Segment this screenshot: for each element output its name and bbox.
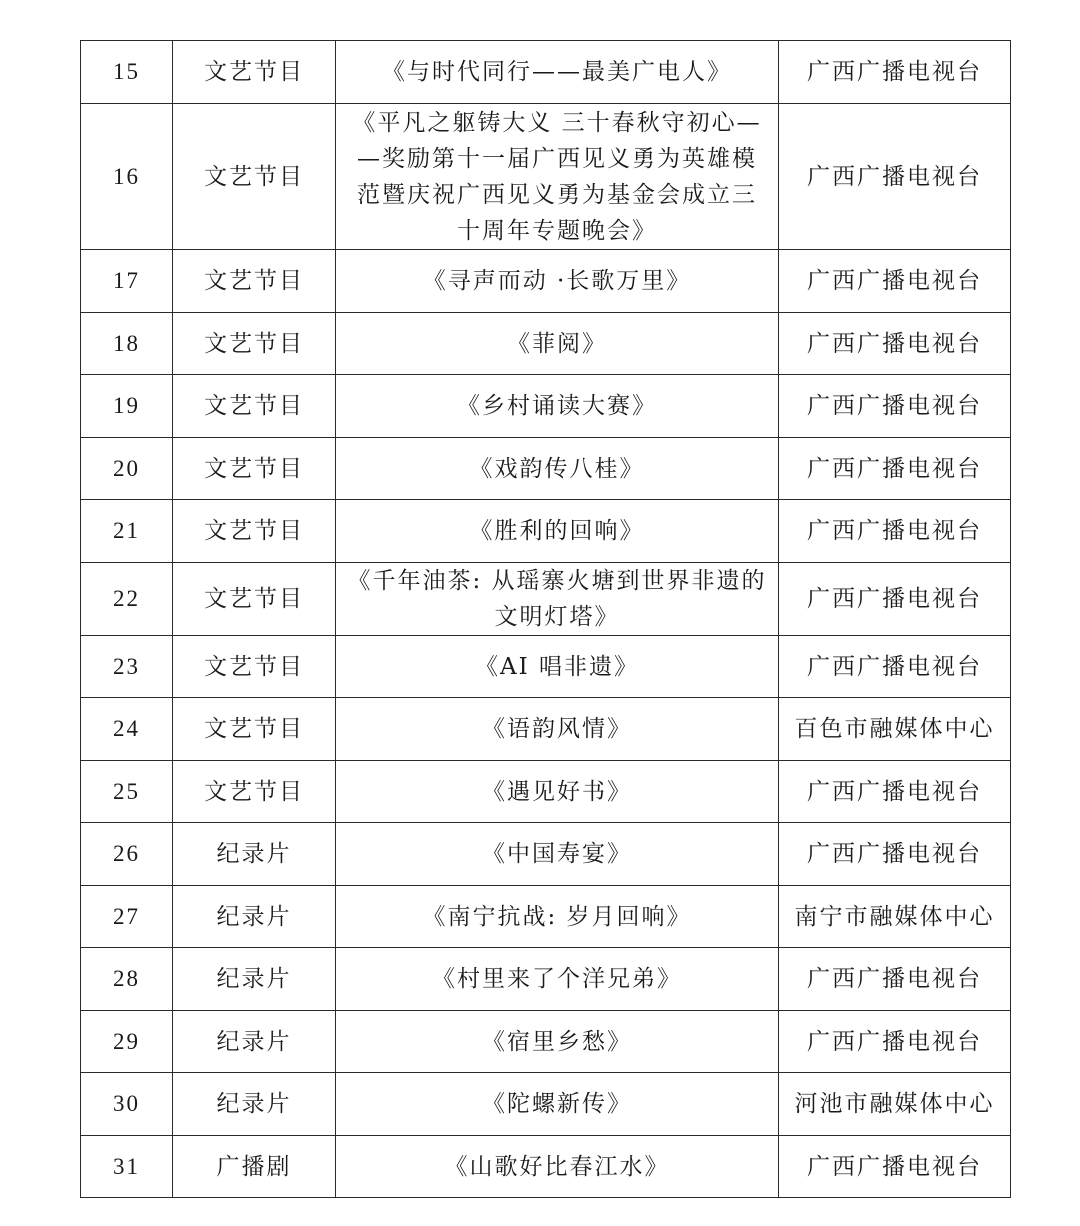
program-title-cell [336,250,779,313]
program-title-cell [336,1011,779,1073]
table-row [81,636,1011,698]
program-title-line: 《南宁抗战: 岁月回响》 [422,903,692,930]
program-title-cell [336,41,779,104]
table-row [81,500,1011,563]
program-title-line: 《语韵风情》 [482,716,632,742]
program-title-cell [336,375,779,438]
organization-cell: 广西广播电视台 [779,563,1011,636]
category-cell: 广播剧 [173,1136,336,1198]
row-number: 21 [81,500,173,563]
row-number: 31 [81,1136,173,1198]
category-cell: 文艺节目 [173,313,336,375]
program-title-line: 《平凡之躯铸大义 三十春秋守初心— [352,109,762,136]
organization-cell: 广西广播电视台 [779,438,1011,500]
category-cell: 纪录片 [173,823,336,886]
award-list-table [80,40,1011,1198]
table-row [81,438,1011,500]
table-row [81,948,1011,1011]
table-row [81,886,1011,948]
program-title-line: 《中国寿宴》 [482,841,632,867]
category-cell: 纪录片 [173,1011,336,1073]
program-title-line: 《与时代同行——最美广电人》 [382,59,732,85]
table-row [81,104,1011,250]
organization-cell: 南宁市融媒体中心 [779,886,1011,948]
program-title-line: 《山歌好比春江水》 [444,1153,670,1180]
program-title-cell [336,438,779,500]
program-title-cell [336,313,779,375]
program-title-cell [336,1136,779,1198]
organization-cell: 广西广播电视台 [779,104,1011,250]
organization-cell: 河池市融媒体中心 [779,1073,1011,1136]
row-number: 30 [81,1073,173,1136]
row-number: 20 [81,438,173,500]
program-title-line: 《乡村诵读大赛》 [457,393,657,419]
table-row [81,1136,1011,1198]
table-row [81,563,1011,636]
program-title-line: 《陀螺新传》 [482,1091,632,1117]
table-row [81,1011,1011,1073]
organization-cell: 广西广播电视台 [779,1136,1011,1198]
organization-cell: 广西广播电视台 [779,313,1011,375]
category-cell: 文艺节目 [173,698,336,761]
category-cell: 纪录片 [173,1073,336,1136]
program-title-cell [336,698,779,761]
program-title-cell [336,948,779,1011]
program-title-line: 《村里来了个洋兄弟》 [432,966,682,992]
table-row [81,761,1011,823]
row-number: 22 [81,563,173,636]
organization-cell: 广西广播电视台 [779,41,1011,104]
category-cell: 文艺节目 [173,375,336,438]
category-cell: 文艺节目 [173,41,336,104]
program-title-cell [336,636,779,698]
table-row [81,1073,1011,1136]
organization-cell: 广西广播电视台 [779,250,1011,313]
category-cell: 纪录片 [173,948,336,1011]
program-title-line: 《戏韵传八桂》 [469,455,645,482]
organization-cell: 广西广播电视台 [779,1011,1011,1073]
category-cell: 文艺节目 [173,250,336,313]
program-title-line: 文明灯塔》 [494,604,620,630]
row-number: 24 [81,698,173,761]
program-title-cell [336,823,779,886]
table-row [81,698,1011,761]
row-number: 17 [81,250,173,313]
table-row [81,375,1011,438]
organization-cell: 广西广播电视台 [779,761,1011,823]
organization-cell: 广西广播电视台 [779,375,1011,438]
row-number: 18 [81,313,173,375]
row-number: 27 [81,886,173,948]
table-body [81,41,1011,1198]
row-number: 26 [81,823,173,886]
program-title-line: 《宿里乡愁》 [482,1028,632,1055]
program-title-line: 十周年专题晚会》 [457,217,657,244]
program-title-line: 《AI 唱非遗》 [474,653,639,680]
category-cell: 文艺节目 [173,500,336,563]
program-title-line: 《遇见好书》 [482,778,632,805]
program-title-line: 《寻声而动 ·长歌万里》 [422,268,692,294]
organization-cell: 广西广播电视台 [779,636,1011,698]
program-title-cell [336,104,779,250]
program-title-cell [336,886,779,948]
row-number: 15 [81,41,173,104]
table-row [81,250,1011,313]
category-cell: 文艺节目 [173,761,336,823]
organization-cell: 百色市融媒体中心 [779,698,1011,761]
row-number: 29 [81,1011,173,1073]
program-title-line: 《千年油茶: 从瑶寨火塘到世界非遗的 [347,568,767,594]
program-title-line: 范暨庆祝广西见义勇为基金会成立三 [357,181,757,208]
program-title-line: 《胜利的回响》 [469,518,645,544]
row-number: 16 [81,104,173,250]
organization-cell: 广西广播电视台 [779,948,1011,1011]
table-row [81,313,1011,375]
program-title-cell [336,1073,779,1136]
table-row [81,823,1011,886]
row-number: 19 [81,375,173,438]
row-number: 28 [81,948,173,1011]
category-cell: 文艺节目 [173,636,336,698]
program-title-cell [336,563,779,636]
category-cell: 文艺节目 [173,104,336,250]
program-title-line: —奖励第十一届广西见义勇为英雄模 [357,145,757,172]
category-cell: 文艺节目 [173,438,336,500]
row-number: 23 [81,636,173,698]
row-number: 25 [81,761,173,823]
program-title-line: 《菲阅》 [507,330,607,357]
organization-cell: 广西广播电视台 [779,500,1011,563]
program-title-cell [336,761,779,823]
program-title-cell [336,500,779,563]
table-row [81,41,1011,104]
category-cell: 文艺节目 [173,563,336,636]
organization-cell: 广西广播电视台 [779,823,1011,886]
category-cell: 纪录片 [173,886,336,948]
